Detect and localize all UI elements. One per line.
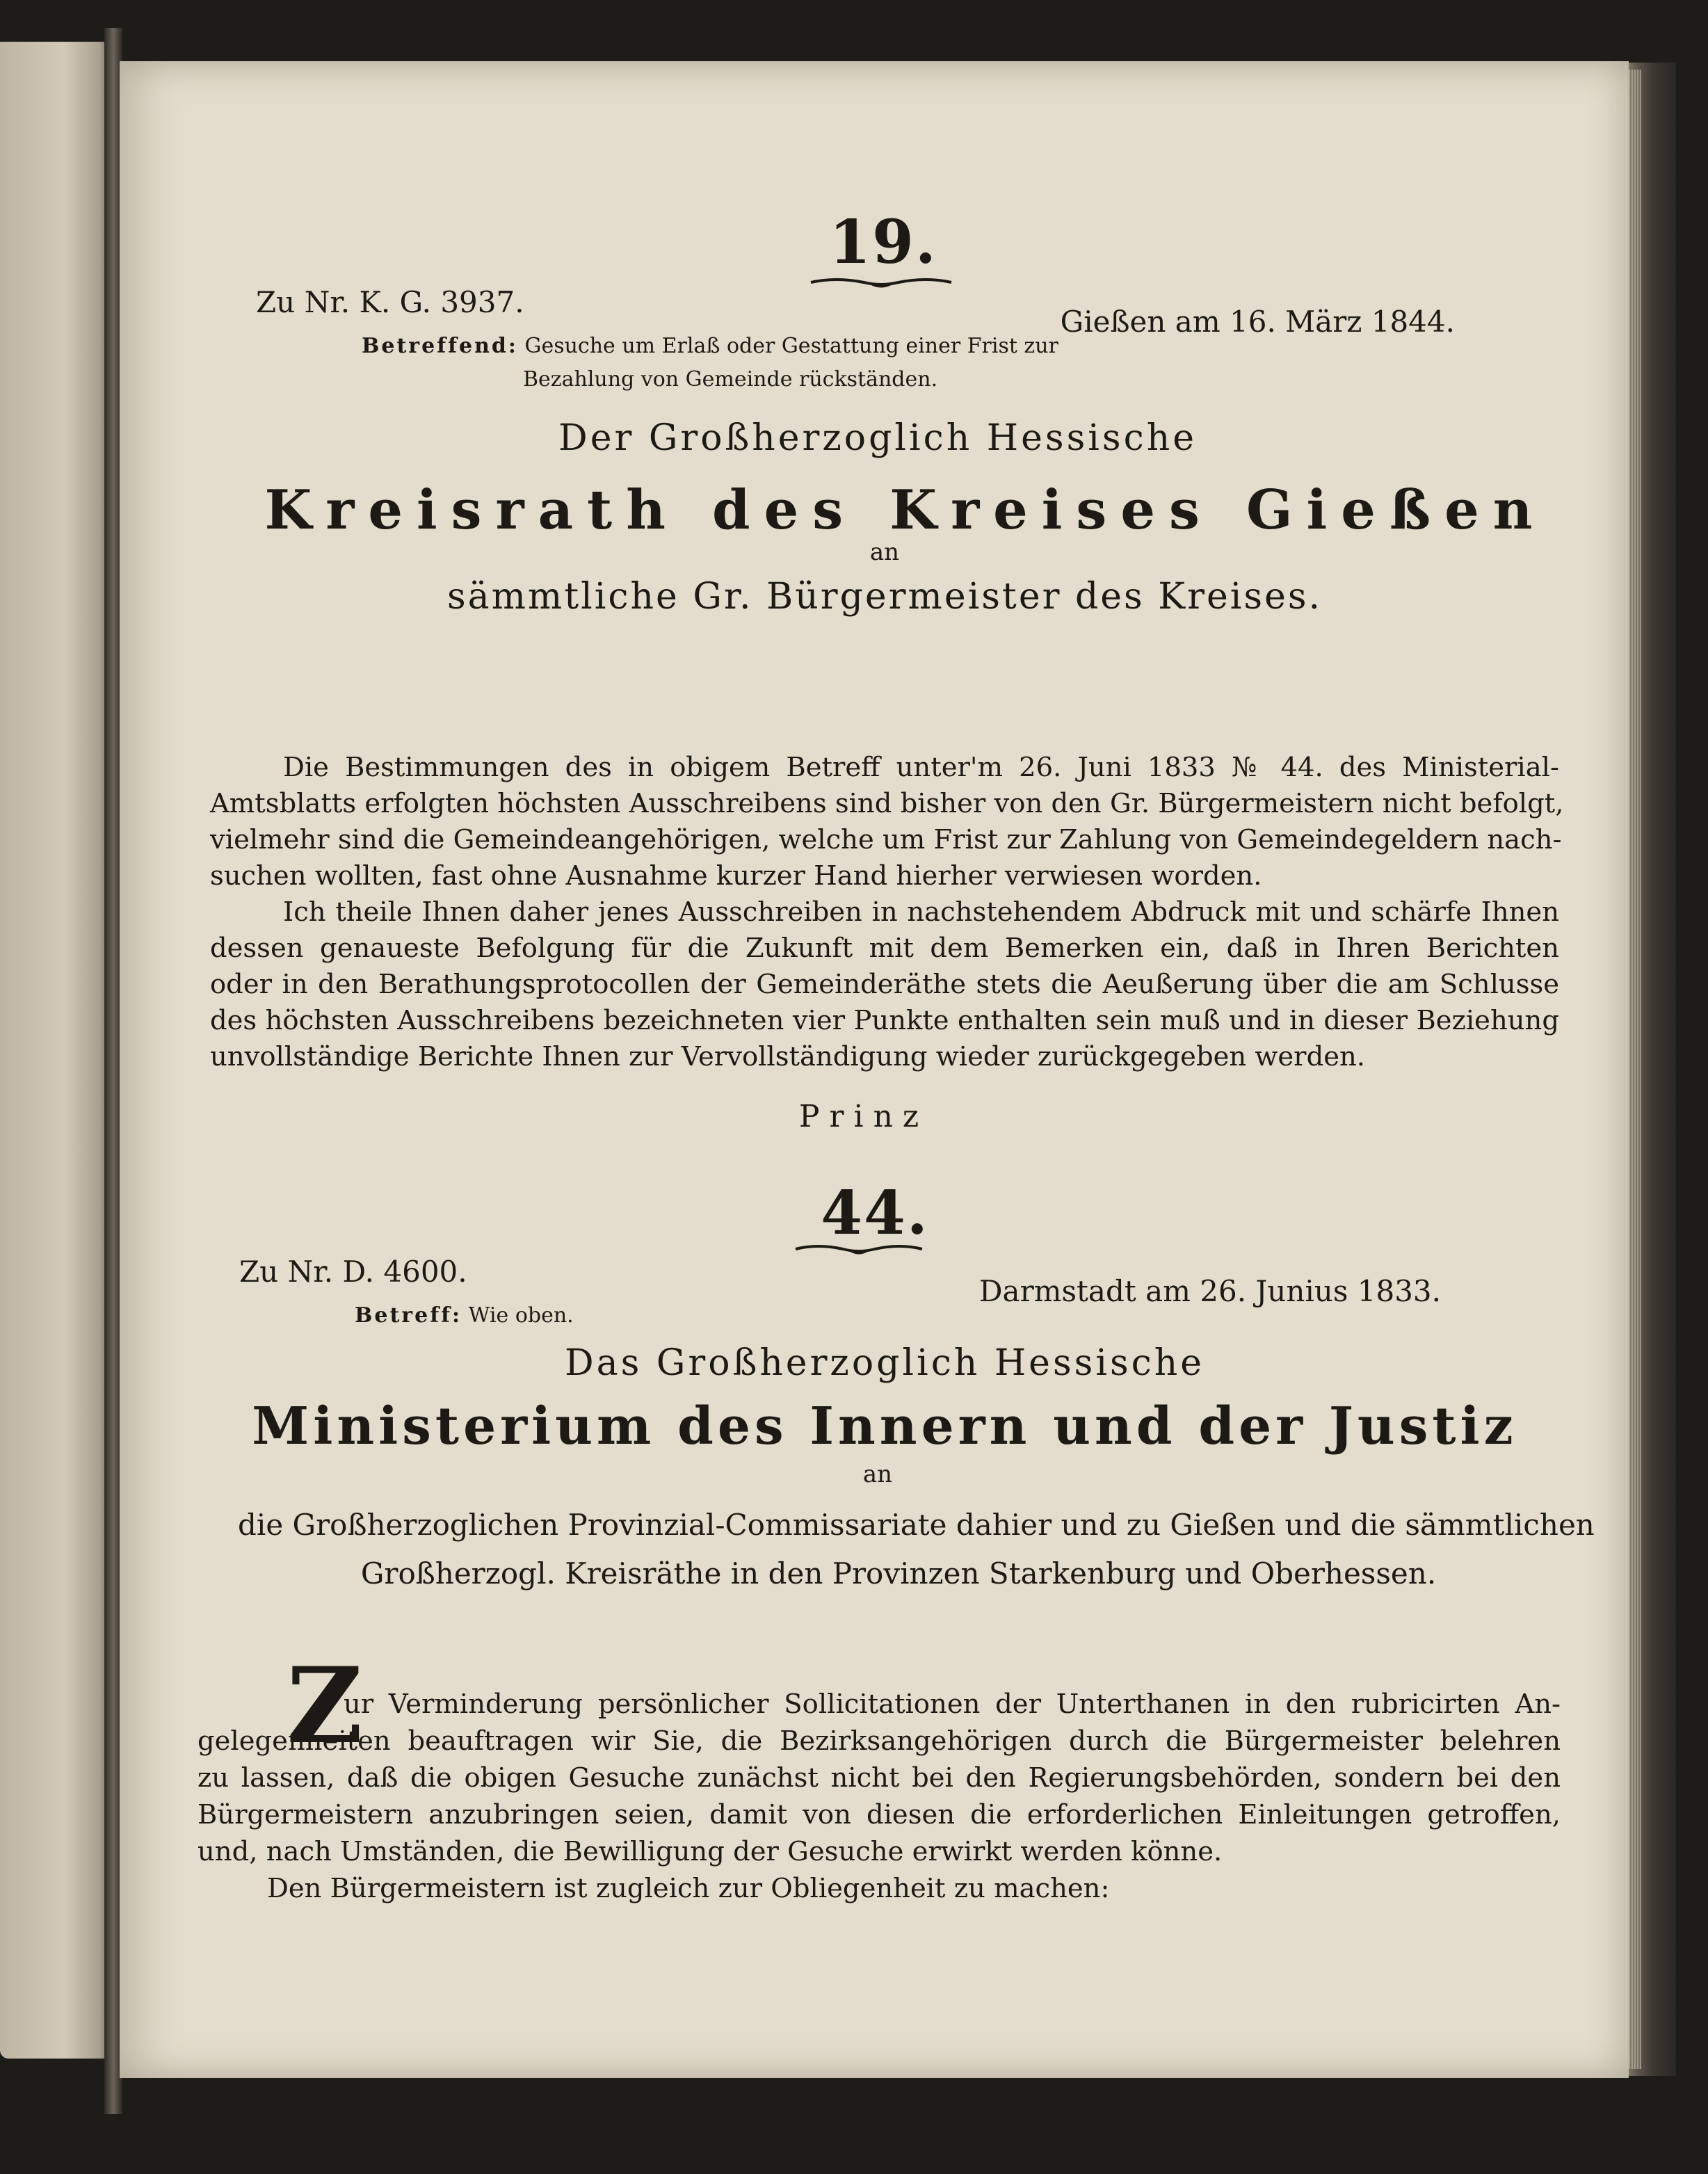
doc1-betreff: [362, 334, 1058, 358]
doc1-body-line: unvollständige Berichte Ihnen zur Vervollständigung wieder zurückgegeben werden.: [210, 1041, 1366, 1072]
doc1-betreff-line1: Gesuche um Erlaß oder Gestattung einer Frist zur: [524, 334, 1058, 358]
doc1-recipient: sämmtliche Gr. Bürgermeister des Kreises.: [446, 576, 1323, 618]
doc1-place-date: Gießen am 16. März 1844.: [1060, 305, 1455, 339]
doc2-body-line: und, nach Umständen, die Bewilligung der Gesuche erwirkt werden könne.: [198, 1836, 1223, 1867]
doc1-authority-line1: Der Großherzoglich Hessische: [558, 417, 1197, 459]
doc2-number-flourish-icon: [793, 1241, 925, 1257]
doc2-body-line: gelegenheiten beauftragen wir Sie, die Bezirksangehörigen durch die Bürgermeister belehren: [198, 1725, 1561, 1757]
doc2-body-line: Den Bürgermeistern ist zugleich zur Obliegenheit zu machen:: [267, 1873, 1110, 1904]
doc2-reference: Zu Nr. D. 4600.: [239, 1255, 467, 1289]
doc1-number: 19.: [829, 207, 937, 277]
doc1-body-line: vielmehr sind die Gemeindeangehörigen, welche um Frist zur Zahlung von Gemeindegeldern nach-: [210, 824, 1562, 855]
doc2-dropcap: Z: [287, 1645, 363, 1767]
doc1-betreff-label: Betreffend:: [362, 334, 518, 358]
doc2-recipient-line1: die Großherzoglichen Provinzial-Commissariate dahier und zu Gießen und die sämmtlichen: [238, 1508, 1595, 1542]
doc1-signature: Prinz: [798, 1099, 929, 1134]
right-page: [120, 61, 1629, 2078]
doc1-body-line: des höchsten Ausschreibens bezeichneten vier Punkte enthalten sein muß und in dieser Beziehung: [210, 1005, 1559, 1036]
doc1-reference: Zu Nr. K. G. 3937.: [256, 285, 524, 319]
doc2-body-line: Bürgermeistern anzubringen seien, damit von diesen die erforderlichen Einleitungen getroffen,: [198, 1799, 1561, 1830]
doc2-body-line: zu lassen, daß die obigen Gesuche zunächst nicht bei den Regierungsbehörden, sondern bei den: [198, 1762, 1561, 1794]
doc1-an: an: [869, 538, 900, 566]
doc2-authority-line2: Ministerium des Innern und der Justiz: [252, 1396, 1517, 1456]
doc1-body-line: dessen genaueste Befolgung für die Zukunft mit dem Bemerken ein, daß in Ihren Berichten: [210, 933, 1559, 964]
doc1-body-line: oder in den Berathungsprotocollen der Gemeinderäthe stets die Aeußerung über die am Schlusse: [210, 969, 1559, 1000]
doc2-authority-line1: Das Großherzoglich Hessische: [564, 1342, 1205, 1384]
doc1-body: [210, 750, 1564, 1075]
doc1-number-flourish-icon: [808, 274, 954, 291]
doc2-an: an: [862, 1460, 893, 1488]
doc1-body-line: Die Bestimmungen des in obigem Betreff unter'm 26. Juni 1833 № 44. des Ministerial-: [283, 752, 1559, 783]
doc2-betreff: [355, 1303, 574, 1328]
doc2-place-date: Darmstadt am 26. Junius 1833.: [978, 1274, 1441, 1308]
doc2-betreff-text: Wie oben.: [468, 1303, 574, 1328]
doc2-recipient-line2: Großherzogl. Kreisräthe in den Provinzen Starkenburg und Oberhessen.: [360, 1556, 1437, 1591]
doc2-number: 44.: [821, 1178, 929, 1248]
doc1-body-line: suchen wollten, fast ohne Ausnahme kurzer Hand hierher verwiesen worden.: [210, 860, 1262, 892]
doc1-body-line: Ich theile Ihnen daher jenes Ausschreiben in nachstehendem Abdruck mit und schärfe Ihnen: [283, 896, 1559, 928]
doc2-body-line: ur Verminderung persönlicher Sollicitationen der Unterthanen in den rubricirten An-: [344, 1689, 1561, 1720]
doc1-betreff-line2: Bezahlung von Gemeinde rückständen.: [523, 367, 938, 392]
doc2-body: [198, 1686, 1561, 1907]
doc1-authority-line2: Kreisrath des Kreises Gießen: [264, 478, 1547, 542]
left-page-edge: [0, 42, 117, 2059]
doc1-body-line: Amtsblatts erfolgten höchsten Ausschreibens sind bisher von den Gr. Bürgermeistern nicht befolgt,: [210, 788, 1564, 819]
doc2-betreff-label: Betreff:: [355, 1303, 462, 1328]
